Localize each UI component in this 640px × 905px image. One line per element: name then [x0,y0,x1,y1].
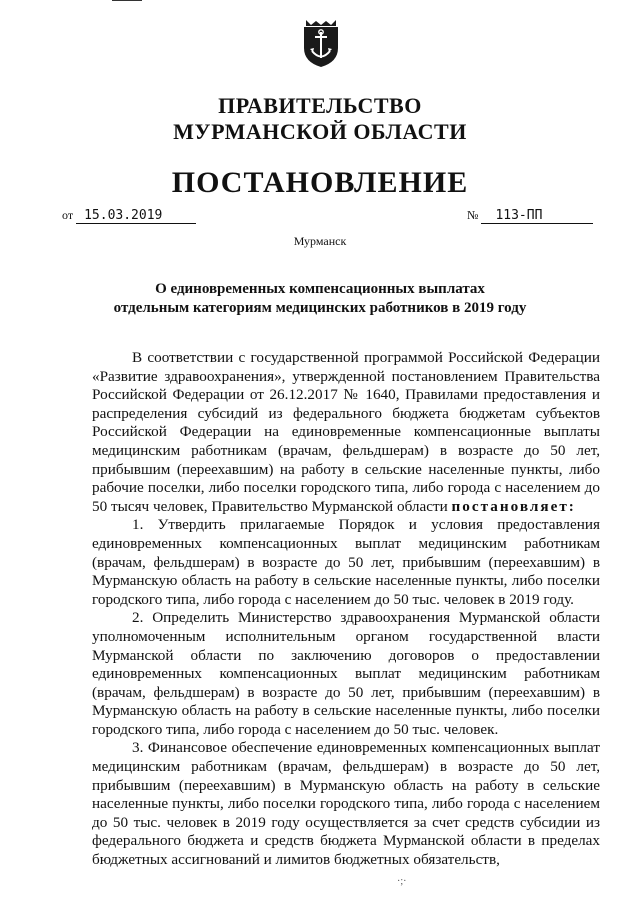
subject-line-2: отдельным категориям медицинских работников в 2019 году [113,300,527,316]
document-body [92,349,600,870]
scan-artifact-line [112,0,142,1]
organization-region: МУРМАНСКОЙ ОБЛАСТИ [173,119,467,144]
date-prefix: от [62,208,74,222]
preamble-paragraph [92,349,600,516]
preamble-text: В соответствии с государственной программой Российской Федерации «Развитие здравоохранения», утвержденной постановлением Правительства Российской Федерации от 26.12.2017 № 1640, Правилами предоставления и распределения субсидий из федерального бюджета бюджетам субъектов Российской Федерации на единовременные компенсационные выплаты медицинским работникам (врачам, фельдшерам) в возрасте до 50 лет, прибывшим (переехавшим) на работу в сельские населенные пункты, либо рабочие поселки, либо поселки городского типа, либо города с населением до 50 тысяч человек, Правительство Мурманской области [92,349,600,515]
subject-line-1: О единовременных компенсационных выплатах [155,281,485,297]
clause-2-paragraph: 2. Определить Министерство здравоохранения Мурманской области уполномоченным исполнительным органом государственной власти Мурманской области по заключению договоров о предоставлении единовременных компенсационных выплат медицинским работникам (врачам, фельдшерам) в возрасте до 50 лет, прибывшим (переехавшим) в Мурманскую область на работу в сельские населенные пункты, либо поселки городского типа, либо города с населением до 50 тыс. человек. [92,609,600,738]
resolution-keyword: постановляет: [451,497,576,515]
number-prefix: № [467,208,479,222]
clause-1-paragraph: 1. Утвердить прилагаемые Порядок и условия предоставления единовременных компенсационных выплат медицинским работникам (врачам, фельдшерам) в возрасте до 50 лет, прибывшим (переехавшим) в Мурманскую область на работу в сельские населенные пункты, либо поселки городского типа, либо города с населением до 50 тыс. человек в 2019 году. [92,516,600,608]
organization-name: ПРАВИТЕЛЬСТВО [218,93,422,118]
document-number [467,208,593,224]
coat-of-arms-icon [300,18,342,68]
scan-artifact-mark: ·;· [397,876,407,887]
issue-city: Мурманск [293,234,347,248]
clause-3-paragraph: 3. Финансовое обеспечение единовременных компенсационных выплат медицинским работникам (врачам, фельдшерам) в возрасте до 50 лет, прибывшим (переехавшим) в Мурманскую область на работу в сельские населенные пункты, либо поселки городского типа, либо города с населением до 50 тыс. человек в 2019 году осуществляется за счет средств субсидии из федерального бюджета и средств бюджета Мурманской области в пределах бюджетных ассигнований и лимитов бюджетных обязательств, [92,739,600,869]
document-date [62,208,196,224]
date-value: 15.03.2019 [76,209,196,224]
document-type-title: ПОСТАНОВЛЕНИЕ [171,166,469,199]
number-value: 113-ПП [481,209,593,224]
